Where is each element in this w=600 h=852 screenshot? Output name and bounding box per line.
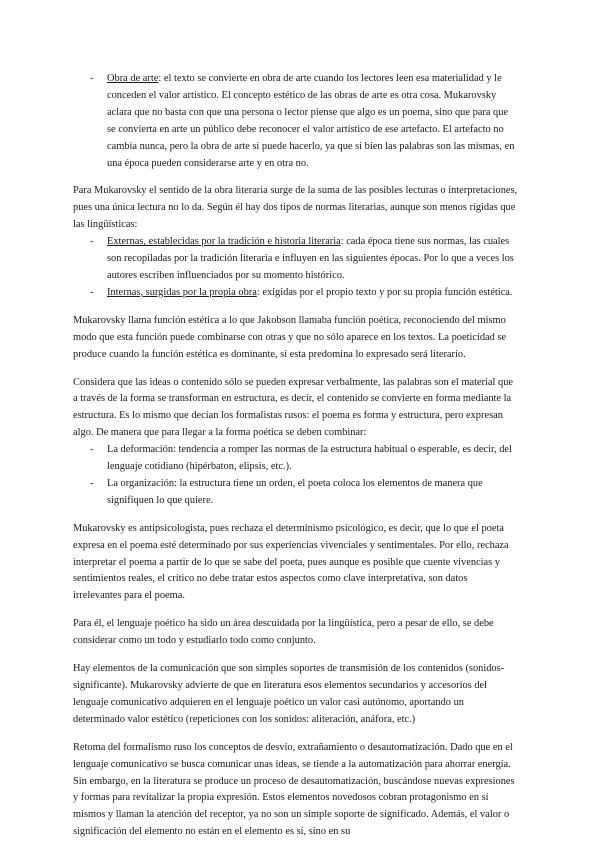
paragraph: Retoma del formalismo ruso los conceptos de desvío, extrañamiento o desautomatización. Dado que en el lenguaje comunicativo se busca comunicar unas ideas, se tiende a la automatización para ahorrar energía. Sin embargo, en la literatura se produce un proceso de desautomatización, buscándose nuevas expresiones y formas para revitalizar la propia expresión. Estos elementos novedosos cobran protagonismo en sí mismos y llaman la atención del receptor, ya no son un simple soporte de significado. Además, el valor o significación del elemento no están en el elemento es sí, sino en su — [73, 741, 515, 838]
list-item-text: La deformación: tendencia a romper las normas de la estructura habitual o esperable, es decir, del lenguaje cotidiano (hipérbaton, elipsis, etc.). — [107, 444, 512, 473]
norms-list — [73, 234, 518, 302]
paragraph: Hay elementos de la comunicación que son simples soportes de transmisión de los contenidos (sonidos-significante). Mukarovsky advierte de que en literatura esos elementos secundarios y accesorios del lenguaje comunicativo adquieren en el lenguaje poético un valor casi autónomo, aportando un determinado valor estético (repeticiones con los sonidos: aliteración, anáfora, etc.) — [73, 663, 505, 725]
list-item-term: Externas, establecidas por la tradición e historia literaria — [107, 236, 341, 248]
list-item-text: : cada época tiene sus normas, las cuales son recopiladas por la tradición literaria e influyen en las siguientes épocas. Por lo que a veces los autores escriben influenciados por su momento histórico. — [107, 236, 514, 281]
list-item — [73, 476, 518, 510]
list-item-text: : el texto se convierte en obra de arte cuando los lectores leen esa materialidad y le conceden el valor artístico. El concepto estético de las obras de arte es otra cosa. Mukarovsky aclara que no basta con que una persona o lector piense que algo es un poema, sino que para que se convierta en arte un público debe reconocer el valor artístico de ese artefacto. El artefacto no cambia nunca, pero la obra de arte sí puede hacerlo, ya que si bien las palabras son las mismas, en una época pueden considerarse arte y en otra no. — [107, 73, 515, 169]
bullet-dash: - — [90, 236, 94, 248]
combine-list — [73, 442, 518, 510]
obra-de-arte-list — [73, 71, 518, 172]
bullet-dash: - — [90, 286, 94, 298]
paragraph: Para él, el lenguaje poético ha sido un área descuidada por la lingüística, pero a pesar de ello, se debe considerar como un todo y estudiarlo todo como conjunto. — [73, 618, 494, 647]
page-content — [73, 71, 518, 852]
list-item — [73, 285, 518, 302]
bullet-dash: - — [90, 444, 94, 456]
list-item-term: Internas, surgidas por la propia obra — [107, 286, 257, 298]
list-item-text: La organización: la estructura tiene un orden, el poeta coloca los elementos de manera que signifiquen lo que quiere. — [107, 477, 483, 506]
paragraph: Mukarovsky llama función estética a lo que Jakobson llamaba función poética, reconociendo del mismo modo que esta función puede combinarse con otras y que no sólo aparece en los textos. La poeticidad se produce cuando la función estética es dominante, si esta predomina lo expresado será literario. — [73, 314, 507, 360]
paragraph: Mukarovsky es antipsicologista, pues rechaza el determinismo psicológico, es decir, que lo que el poeta expresa en el poema esté determinado por sus experiencias vivenciales y sentimentales. Por ello, rechaza interpretar el poema a partir de lo que se sabe del poeta, pues aunque es posible que cuente vivencias y sentimientos reales, el crítico no debe tratar estos aspectos como clave interpretativa, son datos irrelevantes para el poema. — [73, 522, 509, 602]
list-item — [73, 71, 518, 172]
list-item-term: Obra de arte — [107, 73, 159, 84]
bullet-dash: - — [90, 477, 94, 489]
bullet-dash: - — [90, 73, 94, 84]
list-item — [73, 442, 518, 476]
paragraph: Considera que las ideas o contenido sólo se pueden expresar verbalmente, las palabras son el material que a través de la forma se transforman en estructura, es decir, el contenido se convierte en forma mediante la estructura. Es lo mismo que decían los formalistas rusos: el poema es forma y estructura, pero expresan algo. De manera que para llegar a la forma poética se deben combinar: — [73, 376, 514, 439]
list-item-text: : exigidas por el propio texto y por su propia función estética. — [256, 286, 513, 298]
paragraph: Para Mukarovsky el sentido de la obra literaria surge de la suma de las posibles lecturas o interpretaciones, pues una única lectura no lo da. Según él hay dos tipos de normas literarias, aunque son menos rígidas que las lingüísticas: — [73, 185, 518, 231]
list-item — [73, 234, 518, 285]
